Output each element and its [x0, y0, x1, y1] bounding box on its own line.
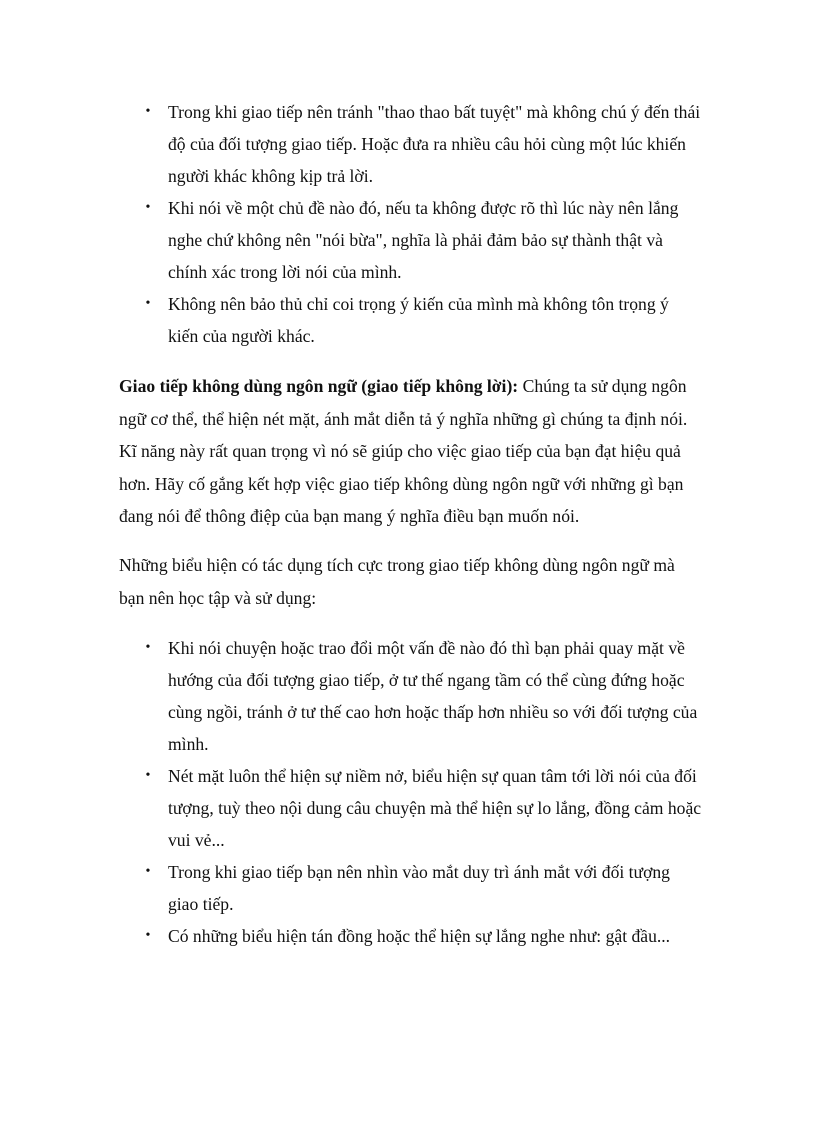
bullet-icon: •	[145, 296, 151, 311]
list-item-text: Không nên bảo thủ chỉ coi trọng ý kiến của mình mà không tôn trọng ý kiến của người khác.	[168, 294, 669, 346]
list-item-text: Nét mặt luôn thể hiện sự niềm nở, biểu hiện sự quan tâm tới lời nói của đối tượng, tuỳ theo nội dung câu chuyện mà thể hiện sự lo lắng, đồng cảm hoặc vui vẻ...	[168, 766, 702, 850]
list-item-text: Trong khi giao tiếp bạn nên nhìn vào mắt duy trì ánh mắt với đối tượng giao tiếp.	[168, 862, 670, 914]
nonverbal-paragraph	[119, 370, 699, 533]
list-item	[0, 920, 703, 952]
list-item	[0, 288, 703, 352]
list-item-text: Có những biểu hiện tán đồng hoặc thể hiện sự lắng nghe như: gật đầu...	[168, 926, 671, 946]
bullet-icon: •	[145, 200, 151, 215]
list-item	[0, 192, 703, 288]
list-item-text: Trong khi giao tiếp nên tránh "thao thao bất tuyệt" mà không chú ý đến thái độ của đối tượng giao tiếp. Hoặc đưa ra nhiều câu hỏi cùng một lúc khiến người khác không kịp trả lời.	[168, 102, 701, 186]
list-item-text: Khi nói chuyện hoặc trao đổi một vấn đề nào đó thì bạn phải quay mặt về hướng của đối tượng giao tiếp, ở tư thế ngang tầm có thể cùng đứng hoặc cùng ngồi, tránh ở tư thế cao hơn hoặc thấp hơn nhiều so với đối tượng của mình.	[168, 638, 698, 754]
list-item	[0, 760, 703, 856]
bullet-list-communication-tips	[0, 96, 816, 352]
nonverbal-heading: Giao tiếp không dùng ngôn ngữ (giao tiếp không lời):	[119, 376, 519, 396]
bullet-icon: •	[145, 104, 151, 119]
bullet-icon: •	[145, 928, 151, 943]
nonverbal-body: Chúng ta sử dụng ngôn ngữ cơ thể, thể hiện nét mặt, ánh mắt diễn tả ý nghĩa những gì chúng ta định nói. Kĩ năng này rất quan trọng vì nó sẽ giúp cho việc giao tiếp của bạn đạt hiệu quả hơn. Hãy cố gắng kết hợp việc giao tiếp không dùng ngôn ngữ với những gì bạn đang nói để thông điệp của bạn mang ý nghĩa điều bạn muốn nói.	[119, 376, 688, 526]
list-item	[0, 632, 703, 760]
list-item-text: Khi nói về một chủ đề nào đó, nếu ta không được rõ thì lúc này nên lắng nghe chứ không nên "nói bừa", nghĩa là phải đảm bảo sự thành thật và chính xác trong lời nói của mình.	[168, 198, 679, 282]
list-item	[0, 856, 703, 920]
bullet-list-nonverbal-expressions	[0, 632, 816, 952]
bullet-icon: •	[145, 640, 151, 655]
list-item	[0, 96, 703, 192]
bullet-icon: •	[145, 768, 151, 783]
bullet-icon: •	[145, 864, 151, 879]
intro-paragraph: Những biểu hiện có tác dụng tích cực trong giao tiếp không dùng ngôn ngữ mà bạn nên học tập và sử dụng:	[119, 555, 675, 608]
